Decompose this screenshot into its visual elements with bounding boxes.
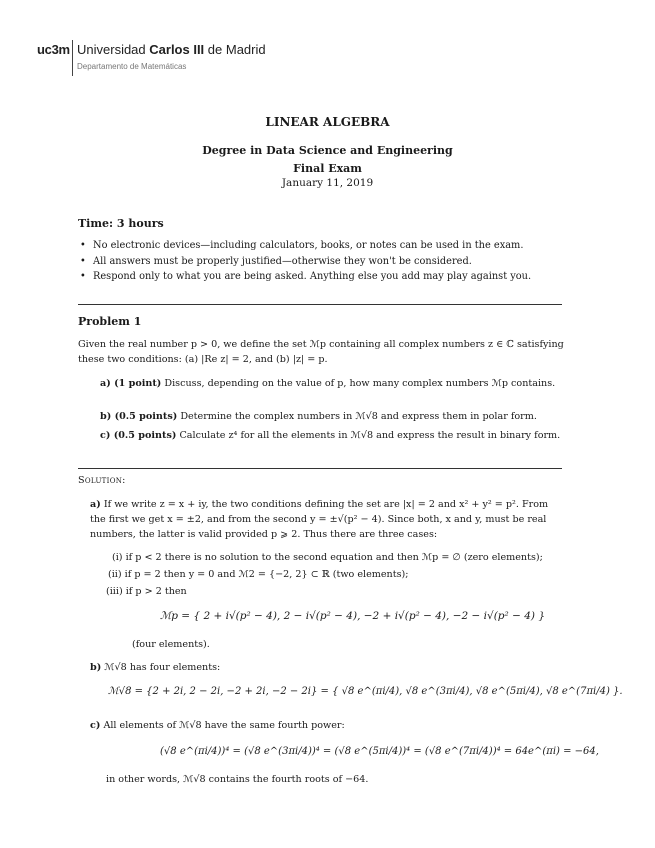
exam-title-block [0, 115, 655, 189]
solution-label: b) [90, 662, 102, 673]
solution-text: If we write z = x + iy, the two conditions defining the set are |x| = 2 and x² + y² = p². From the first we get x = ±2, and from the second y = ±√(p² − 4). Since both, x and y, must be real numbers, the latter is valid provided p ⩾ 2. Thus there are three cases: [90, 499, 549, 540]
solution-part-c [90, 718, 564, 733]
part-label: a) (1 point) [100, 378, 162, 389]
university-name-regular: Universidad [77, 42, 150, 57]
solution-heading: Solution: [78, 475, 126, 486]
solution-label: c) [90, 720, 101, 731]
equation-m-sqrt8: ℳ√8 = {2 + 2i, 2 − 2i, −2 + 2i, −2 − 2i} = { √8 e^(πi/4), √8 e^(3πi/4), √8 e^(5πi/4), √8 e^(7πi/4) }. [108, 686, 623, 697]
university-name-tail: de Madrid [204, 42, 266, 57]
logo-mark: uc3m [37, 42, 70, 57]
equation-mp: ℳp = { 2 + i√(p² − 4), 2 − i√(p² − 4), −2 + i√(p² − 4), −2 − i√(p² − 4) } [160, 610, 545, 622]
solution-text: All elements of ℳ√8 have the same fourth power: [100, 720, 345, 731]
solution-conclusion: in other words, ℳ√8 contains the fourth roots of −64. [106, 774, 369, 785]
problem-part-a [100, 377, 564, 391]
exam-date: January 11, 2019 [281, 177, 374, 189]
solution-part-a [90, 497, 564, 542]
solution-divider [78, 468, 562, 469]
solution-text: ℳ√8 has four elements: [101, 662, 221, 673]
problem-statement: Given the real number p > 0, we define the set ℳp containing all complex numbers z ∈ ℂ satisfying these two conditions: (a) |Re z| = 2, and (b) |z| = p. [78, 339, 564, 365]
degree-title: Degree in Data Science and Engineering [202, 144, 453, 157]
time-limit: Time: 3 hours [78, 217, 164, 230]
problem-title: Problem 1 [78, 315, 142, 328]
solution-part-b [90, 660, 564, 675]
section-divider [78, 304, 562, 305]
equation-fourth-power: (√8 e^(πi/4))⁴ = (√8 e^(3πi/4))⁴ = (√8 e^(5πi/4))⁴ = (√8 e^(7πi/4))⁴ = 64e^(πi) = −64, [160, 746, 599, 757]
case-item: (ii) if p = 2 then y = 0 and ℳ2 = {−2, 2} ⊂ ℝ (two elements); [108, 569, 409, 580]
case-note: (four elements). [132, 639, 210, 650]
logo-divider [72, 40, 73, 76]
university-name-bold: Carlos III [149, 42, 205, 57]
rules-list [78, 238, 578, 285]
part-text: Calculate z⁴ for all the elements in ℳ√8 and express the result in binary form. [176, 430, 561, 441]
problem-part-b [100, 410, 564, 424]
part-label: b) (0.5 points) [100, 411, 178, 422]
department-name: Departamento de Matemáticas [77, 62, 187, 71]
part-text: Discuss, depending on the value of p, how many complex numbers ℳp contains. [161, 378, 556, 389]
rule-item: • No electronic devices—including calculators, books, or notes can be used in the exam. [78, 238, 578, 254]
solution-label: a) [90, 499, 101, 510]
course-title: LINEAR ALGEBRA [265, 115, 390, 129]
part-text: Determine the complex numbers in ℳ√8 and express them in polar form. [177, 411, 537, 422]
rule-item: • All answers must be properly justified—otherwise they won't be considered. [78, 254, 578, 270]
exam-kind: Final Exam [293, 162, 362, 175]
problem-part-c [100, 429, 564, 443]
rule-item: • Respond only to what you are being asked. Anything else you add may play against you. [78, 269, 578, 285]
part-label: c) (0.5 points) [100, 430, 177, 441]
university-name [77, 42, 266, 57]
case-item: (i) if p < 2 there is no solution to the second equation and then ℳp = ∅ (zero elements); [112, 552, 543, 563]
case-item: (iii) if p > 2 then [106, 586, 187, 597]
